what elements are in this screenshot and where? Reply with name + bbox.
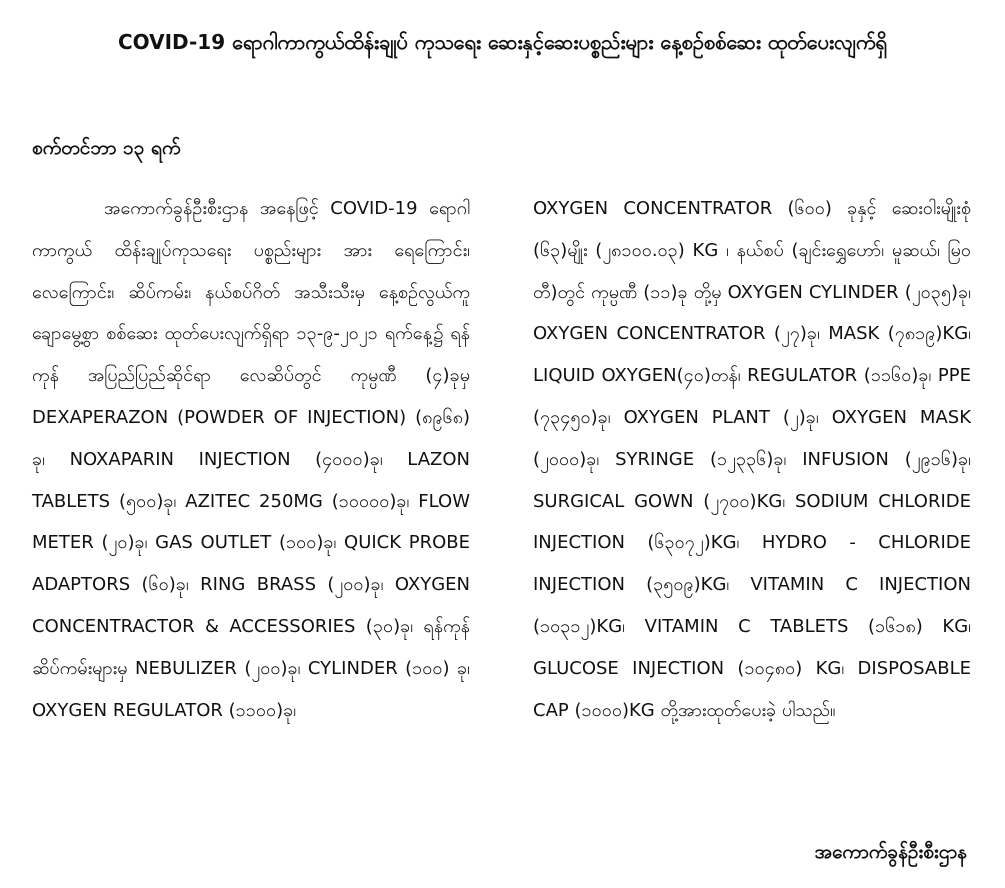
document-date: စက်တင်ဘာ ၁၃ ရက် bbox=[32, 137, 181, 159]
body-paragraph-right: OXYGEN CONCENTRATOR (၆၀၀) ခုနှင့် ဆေးဝါးမျိုးစုံ (၆၃)မျိုး (၂၈၁၀၀.၀၃) KG ၊ နယ်စပ် (ချင်းရွှေဟော်၊ မူဆယ်၊ မြဝတီ)တွင် ကုမ္ပဏီ (၁၁)ခု တို့မှ OXYGEN CYLINDER (၂၀၃၅)ခု၊ OXYGEN CONCENTRATOR (၂၇)ခု၊ MASK (၇၈၁၉)KG၊ LIQUID OXYGEN(၄၀)တန်၊ REGULATOR (၁၁၆၀)ခု၊ PPE (၇၃၄၅၀)ခု၊ OXYGEN PLANT (၂)ခု၊ OXYGEN MASK (၂၀၀၀)ခု၊ SYRINGE (၁၂၃၃၆)ခု၊ INFUSION (၂၉၁၆)ခု၊ SURGICAL GOWN (၂၇၀၀)KG၊ SODIUM CHLORIDE INJECTION (၆၃၀၇၂)KG၊ HYDRO - CHLORIDE INJECTION (၃၅၀၉)KG၊ VITAMIN C INJECTION (၁၀၃၁၂)KG၊ VITAMIN C TABLETS (၁၆၁၈) KG၊ GLUCOSE INJECTION (၁၀၄၈၀) KG၊ DISPOSABLE CAP (၁၀၀၀)KG တို့အားထုတ်ပေးခဲ့ ပါသည်။ bbox=[533, 198, 971, 721]
signature: အကောက်ခွန်ဦးစီးဌာန bbox=[814, 841, 967, 863]
body-paragraph-left: အကောက်ခွန်ဦးစီးဌာန အနေဖြင့် COVID-19 ရောဂါကာကွယ် ထိန်းချုပ်ကုသရေး ပစ္စည်းများ အား ရေကြောင်း၊ လေကြောင်း၊ ဆိပ်ကမ်း၊ နယ်စပ်ဂိတ် အသီးသီးမှ နေ့စဉ်လွယ်ကူချောမွေ့စွာ စစ်ဆေး ထုတ်ပေးလျက်ရှိရာ ၁၃-၉-၂၀၂၁ ရက်နေ့၌ ရန်ကုန် အပြည်ပြည်ဆိုင်ရာ လေဆိပ်တွင် ကုမ္ပဏီ (၄)ခုမှ DEXAPERAZON (POWDER OF INJECTION) (၈၉၆၈) ခု၊ NOXAPARIN INJECTION (၄၀၀၀)ခု၊ LAZON TABLETS (၅၀၀)ခု၊ AZITEC 250MG (၁၀၀၀၀)ခု၊ FLOW METER (၂၀)ခု၊ GAS OUTLET (၁၀၀)ခု၊ QUICK PROBE ADAPTORS (၆၀)ခု၊ RING BRASS (၂၀၀)ခု၊ OXYGEN CONCENTRACTOR & ACCESSORIES (၃၀)ခု၊ ရန်ကုန်ဆိပ်ကမ်းများမှ NEBULIZER (၂၀၀)ခု၊ CYLINDER (၁၀၀) ခု၊ OXYGEN REGULATOR (၁၁၀၀)ခု၊ bbox=[32, 198, 470, 721]
document-title: COVID-19 ရောဂါကာကွယ်ထိန်းချုပ် ကုသရေး ဆေးနှင့်ဆေးပစ္စည်းများ နေ့စဉ်စစ်ဆေး ထုတ်ပေးလျက်ရှိ bbox=[117, 30, 888, 54]
